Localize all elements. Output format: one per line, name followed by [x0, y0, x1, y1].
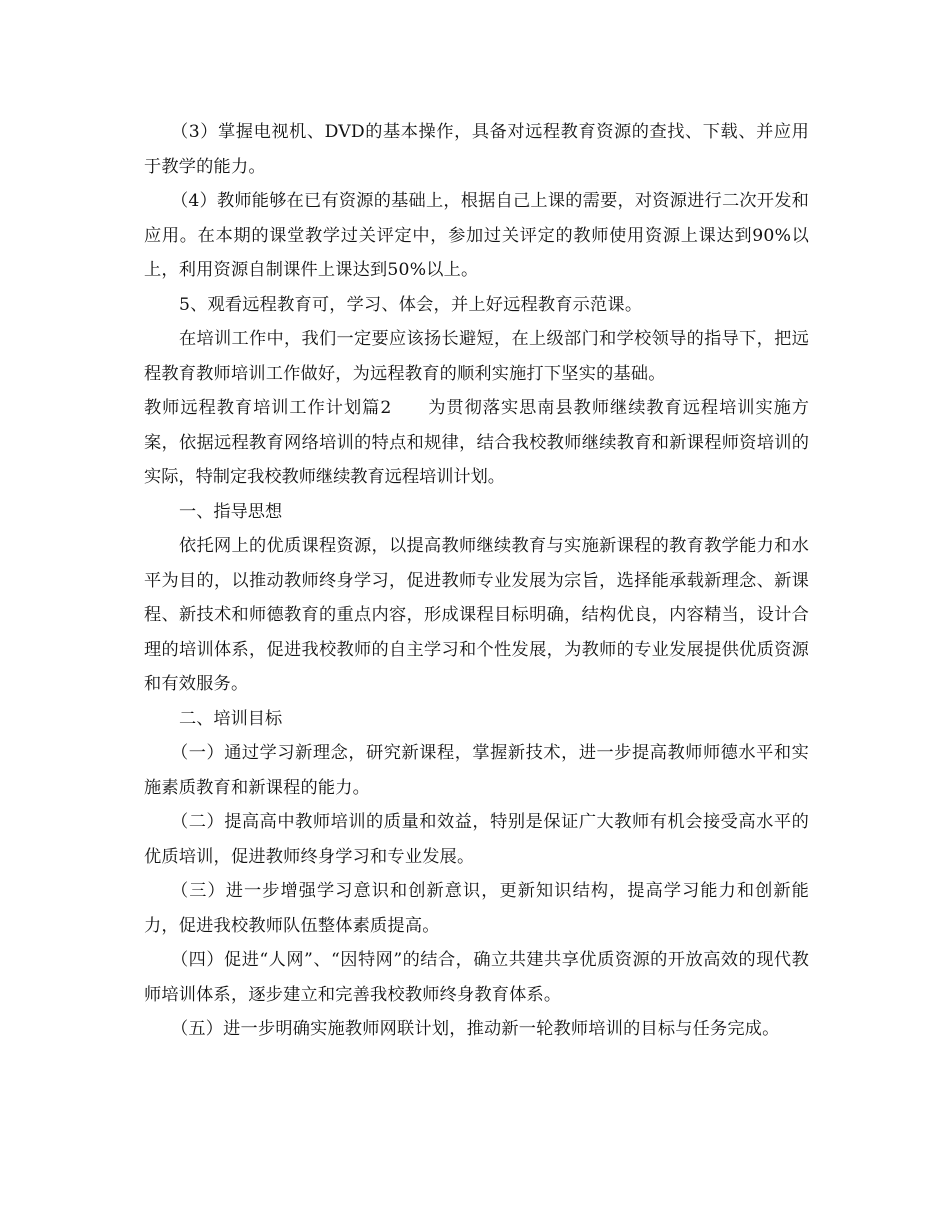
- document-page: [144, 115, 809, 1047]
- section-title: 教师远程教育培训工作计划篇2: [144, 398, 392, 418]
- paragraph-item-5: 5、观看远程教育可，学习、体会，并上好远程教育示范课。: [179, 294, 643, 315]
- heading-training-goals: 二、培训目标: [179, 708, 283, 729]
- goal-item: （五）进一步明确实施教师网联计划，推动新一轮教师培训的目标与任务完成。: [171, 1019, 780, 1039]
- section-title-line: [144, 391, 809, 495]
- goal-item: （四）促进“人网”、“因特网”的结合，确立共建共享优质资源的开放高效的现代教师培训体系，逐步建立和完善我校教师终身教育体系。: [144, 950, 809, 1005]
- heading-guiding-ideology: 一、指导思想: [179, 501, 283, 522]
- paragraph-item-3: （3）掌握电视机、DVD的基本操作，具备对远程教育资源的查找、下载、并应用于教学的能力。: [144, 122, 809, 177]
- paragraph-summary: 在培训工作中，我们一定要应该扬长避短，在上级部门和学校领导的指导下，把远程教育教师培训工作做好，为远程教育的顺利实施打下坚实的基础。: [144, 329, 809, 384]
- paragraph-item-4: （4）教师能够在已有资源的基础上，根据自己上课的需要，对资源进行二次开发和应用。在本期的课堂教学过关评定中，参加过关评定的教师使用资源上课达到90%以上，利用资源自制课件上课达到50%以上。: [144, 191, 809, 280]
- goal-item: （三）进一步增强学习意识和创新意识，更新知识结构，提高学习能力和创新能力，促进我校教师队伍整体素质提高。: [144, 881, 809, 936]
- section-intro: 为贯彻落实思南县教师继续教育远程培训实施方案，依据远程教育网络培训的特点和规律，结合我校教师继续教育和新课程师资培训的实际，特制定我校教师继续教育远程培训计划。: [144, 398, 809, 487]
- goal-item: （一）通过学习新理念，研究新课程，掌握新技术，进一步提高教师师德水平和实施素质教育和新课程的能力。: [144, 743, 809, 798]
- goal-item: （二）提高高中教师培训的质量和效益，特别是保证广大教师有机会接受高水平的优质培训，促进教师终身学习和专业发展。: [144, 812, 809, 867]
- paragraph-guiding-ideology: 依托网上的优质课程资源，以提高教师继续教育与实施新课程的教育教学能力和水平为目的，以推动教师终身学习，促进教师专业发展为宗旨，选择能承载新理念、新课程、新技术和师德教育的重点内容，形成课程目标明确，结构优良，内容精当，设计合理的培训体系，促进我校教师的自主学习和个性发展，为教师的专业发展提供优质资源和有效服务。: [144, 536, 809, 694]
